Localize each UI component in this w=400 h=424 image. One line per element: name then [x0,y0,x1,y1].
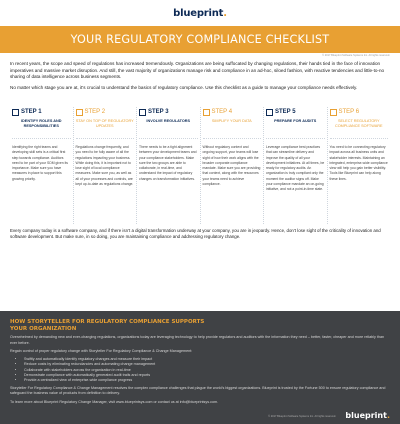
benefit-item: • Reduce costs by eliminating redundancies and automating change management [24,362,390,367]
benefit-item: • Swiftly and automatically identify regulatory changes and measure their impact [24,357,390,362]
copyright-top: © 2017 Blueprint Software Systems Inc. All rights reserved. [322,54,390,57]
step-title: SIMPLIFY YOUR DATA [203,117,262,139]
step-description: Without regulatory context and ongoing support, your teams will lose sight of how their work aligns with the broader corporate compliance mandate. Make sure you are providing that context, along with the resources your teams need to achieve compliance. [202,145,261,186]
step-2 [73,107,137,224]
benefit-list [24,357,390,383]
checkbox-icon [76,109,83,116]
step-title: IDENTIFY ROLES AND RESPONSIBILITIES [12,117,71,139]
panel-paragraph-2: Regain control of proper regulatory change with Storyteller For Regulatory Compliance & Change Management: [10,348,193,353]
page-title: YOUR REGULATORY COMPLIANCE CHECKLIST [70,33,330,46]
checkbox-icon [266,109,273,116]
step-number: STEP 5 [275,109,296,115]
step-description: You need to be connecting regulatory impact across all business units and stakeholder interests. Maintaining an integrated, enterprise-wide compliance view will help you gain better visibility. Tools like Blueprint can help along these lines. [329,145,388,181]
intro-paragraph-2: No matter which stage you are at, it’s crucial to understand the basics of regulatory compliance. Use this checklist as a guide to manage your compliance needs effectively. [10,84,358,90]
title-banner [0,26,400,53]
step-3 [136,107,200,224]
checkbox-icon [203,109,210,116]
step-title: SELECT REGULATORY COMPLIANCE SOFTWARE [330,117,389,139]
step-6 [327,107,391,224]
step-description: There needs to be a tight alignment between your development teams and your compliance stakeholders. Make sure the two groups are able to collaborate, in real-time, and understand the impact of regulatory changes on transformation initiatives. [139,145,197,181]
step-number: STEP 1 [21,109,42,115]
step-title: INVOLVE REGULATORS [139,117,198,139]
steps-grid [10,107,390,224]
benefit-item: • Provide a centralized view of enterprise-wide compliance progress [24,378,390,383]
benefit-item: • Demonstrate compliance with automatically generated audit trails and reports [24,373,390,378]
brand-logo: blueprint. [173,7,227,19]
panel-heading [10,319,390,332]
header-logo-bar [0,0,400,26]
step-description: Leverage compliance best practices that can streamline delivery and improve the quality of all your development initiatives. At all times, be ready for regulatory audits. An organization is truly compliant only the moment the auditor signs off. Make your compliance mandate an on-going initiative, and not a point-in-time state. [266,145,325,192]
panel-paragraph-1: Overwhelmed by demanding new and ever-changing regulations, organizations today are leveraging technology to help provide regulators and auditors with the information they need – better, faster, cheaper and more reliably than ever before. [10,335,385,345]
step-5 [263,107,327,224]
footer-brand-logo: blueprint. [345,411,390,420]
step-number: STEP 6 [338,109,360,115]
step-1 [10,107,73,224]
step-number: STEP 2 [84,109,106,115]
panel-heading-line-2: YOUR ORGANIZATION [10,325,77,332]
step-title: STAY ON TOP OF REGULATORY UPDATES [76,117,135,139]
panel-paragraph-3: Storyteller For Regulatory Compliance & Change Management resolves the complex compliance challenges that plague the world’s biggest organizations. Blueprint is trusted by the Fortune 500 to ensure regulatory compliance and safeguard the business value of products from definition to delivery. [10,386,386,396]
copyright-bottom: © 2017 Blueprint Software Systems Inc. All rights reserved. [268,415,336,418]
step-description: Regulations change frequently, and you need to be fully aware of all the regulations impacting your business. While doing this, it is important not to lose sight of local compliance measures. Make sure you, as well as all of your processes and controls, are kept up-to-date as regulations change. [75,145,134,186]
panel-heading-line-1: HOW STORYTELLER FOR REGULATORY COMPLIANCE SUPPORTS [10,319,205,325]
storyteller-panel [0,311,400,424]
step-title: PREPARE FOR AUDITS [266,117,325,139]
step-description: Identifying the right teams and developing skill sets is a critical first step towards compliance. Auditors need to be part of your SDM given its importance. Make sure you have measures in place to support this growing priority. [12,145,68,181]
intro-paragraph-1: In recent years, the scope and speed of regulations has increased tremendously. Organizations are being suffocated by changing regulations, their hands tied in the face of innovation imperatives and massive market disruption. And still, the vast majority of organizations manage risk and compliance in an ad-hoc, siloed fashion, with reactive tendencies and little-to-no sharing of data intelligence across business segments. [10,61,385,80]
checkbox-icon [139,109,146,116]
intro-section [0,53,400,91]
panel-footer [10,408,390,420]
checkbox-icon [330,109,337,116]
step-4 [200,107,264,224]
panel-paragraph-4: To learn more about Blueprint Regulatory Change Manager, visit www.blueprintsys.com or contact us at info@blueprintsys.com. [10,399,219,404]
checkbox-icon [12,109,19,116]
benefit-item: • Collaborate with stakeholders across the organization in real-time [24,368,390,373]
closing-paragraph: Every company today is a software company, and if there isn’t a digital transformation underway at your company, you are in jeopardy. Hence, don’t lose sight of the criticality of innovation and software development. But make sure, in so doing, you are maintaining compliance and addressing regulatory change. [10,228,381,240]
step-number: STEP 4 [211,109,233,115]
step-number: STEP 3 [148,109,169,115]
